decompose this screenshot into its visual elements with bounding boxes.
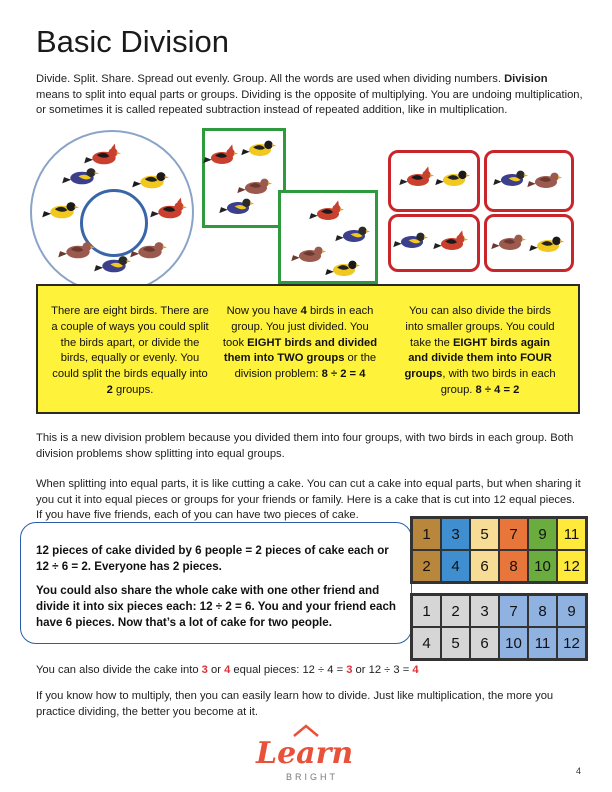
cake-piece: 11 — [529, 628, 556, 658]
p4-text-4: or 12 ÷ 3 = — [352, 664, 413, 676]
col3-bold-1: EIGHT birds again and divide them into FOUR groups — [404, 336, 552, 381]
paragraph-new-division: This is a new division problem because you divided them into four groups, with two birds in each group. Both division problems show splitting into equal groups. — [36, 432, 574, 460]
cake-piece: 6 — [471, 551, 498, 581]
p4-text-1: You can also divide the cake into — [36, 664, 202, 676]
cake-piece: 3 — [471, 596, 498, 626]
p4-text-3: equal pieces: 12 ÷ 4 = — [230, 664, 347, 676]
cake-piece: 12 — [558, 551, 585, 581]
paragraph-cake: When splitting into equal parts, it is like cutting a cake. You can cut a cake into equal parts, but when sharing it you cut it into equal pieces or groups for your friends or family. Here is a cake that is cut into 12 equal pieces. If you have five friends, each of you can have two pieces of cake. — [36, 478, 581, 522]
col1-text-2: groups. — [112, 383, 154, 396]
cake-piece: 12 — [558, 628, 585, 658]
p4-red-1: 3 — [201, 664, 208, 676]
col3-text-2: , with two birds in each group. — [440, 368, 556, 396]
cake-piece: 9 — [529, 519, 556, 549]
p4-red-4: 4 — [412, 664, 419, 676]
col1-bold-1: 2 — [106, 383, 113, 396]
explanation-col-3 — [400, 304, 560, 399]
cake-piece: 7 — [500, 596, 527, 626]
cake-piece: 6 — [471, 628, 498, 658]
col2-bold-3: 8 ÷ 2 = 4 — [321, 368, 366, 381]
p4-red-3: 3 — [346, 664, 353, 676]
col2-bold-1: 4 — [300, 305, 307, 317]
cake-piece: 1 — [413, 596, 440, 626]
col2-text-2: birds in each group. You just divided. You took — [222, 305, 374, 349]
cake-piece: 11 — [558, 519, 585, 549]
p4-red-2: 4 — [224, 664, 231, 676]
explanation-col-2 — [220, 304, 380, 383]
birds-illustration — [0, 0, 612, 300]
cake-grid-twelve-colors — [410, 516, 588, 584]
birds-explanation-panel — [36, 284, 580, 414]
info-line-2: You could also share the whole cake with one other friend and divide it into six pieces each: 12 ÷ 2 = 6. You and your friend each have 6 pieces. Now that’s a lot of cake for two people. — [36, 584, 396, 629]
page-number: 4 — [576, 766, 582, 776]
cake-piece: 7 — [500, 519, 527, 549]
col2-bold-2: EIGHT birds and divided them into TWO groups — [223, 336, 378, 365]
page-title: Basic Division — [36, 24, 229, 59]
cake-piece: 10 — [529, 551, 556, 581]
col1-text-1: There are eight birds. There are a couple of ways you could split the birds apart, or divide the birds, equally or evenly. You could split the birds equally into — [51, 305, 209, 381]
intro-text-1: Divide. Split. Share. Spread out evenly. Group. All the words are used when dividing numbers. — [36, 73, 505, 85]
intro-bold-division: Division — [504, 73, 548, 85]
learn-bright-logo: Learn — [256, 736, 354, 771]
col3-text-1: You can also divide the birds into smaller groups. You could take the — [405, 305, 555, 349]
p4-text-2: or — [207, 664, 225, 676]
learn-bright-logo-sub: BRIGHT — [286, 772, 339, 782]
paragraph-three-or-four — [36, 663, 576, 679]
cake-piece: 2 — [442, 596, 469, 626]
bird-icon — [84, 144, 121, 165]
cake-grid-two-groups — [410, 593, 588, 661]
explanation-col-1 — [50, 304, 210, 399]
info-line-1: 12 pieces of cake divided by 6 people = 2 pieces of cake each or 12 ÷ 6 = 2. Everyone has 2 pieces. — [36, 544, 389, 573]
cake-piece: 2 — [413, 551, 440, 581]
cake-piece: 4 — [442, 551, 469, 581]
cake-piece: 8 — [529, 596, 556, 626]
cake-piece: 8 — [500, 551, 527, 581]
paragraph-practice: If you know how to multiply, then you can easily learn how to divide. Just like multiplication, the more you practice dividing, the better you become at it. — [36, 690, 554, 718]
cake-piece: 3 — [442, 519, 469, 549]
cake-piece: 1 — [413, 519, 440, 549]
col2-text-3: or the division problem: — [234, 352, 377, 381]
cake-piece: 9 — [558, 596, 585, 626]
cake-piece: 4 — [413, 628, 440, 658]
intro-text-2: means to split into equal parts or groups. Dividing is the opposite of multiplying. You are undoing multiplication, or sometimes it is called repeated subtraction instead of repeated addition, like in multiplication. — [36, 88, 583, 117]
col2-text-1: Now you have — [226, 305, 301, 317]
cake-piece: 5 — [471, 519, 498, 549]
cake-piece: 5 — [442, 628, 469, 658]
cake-piece: 10 — [500, 628, 527, 658]
col3-bold-2: 8 ÷ 4 = 2 — [475, 383, 520, 396]
